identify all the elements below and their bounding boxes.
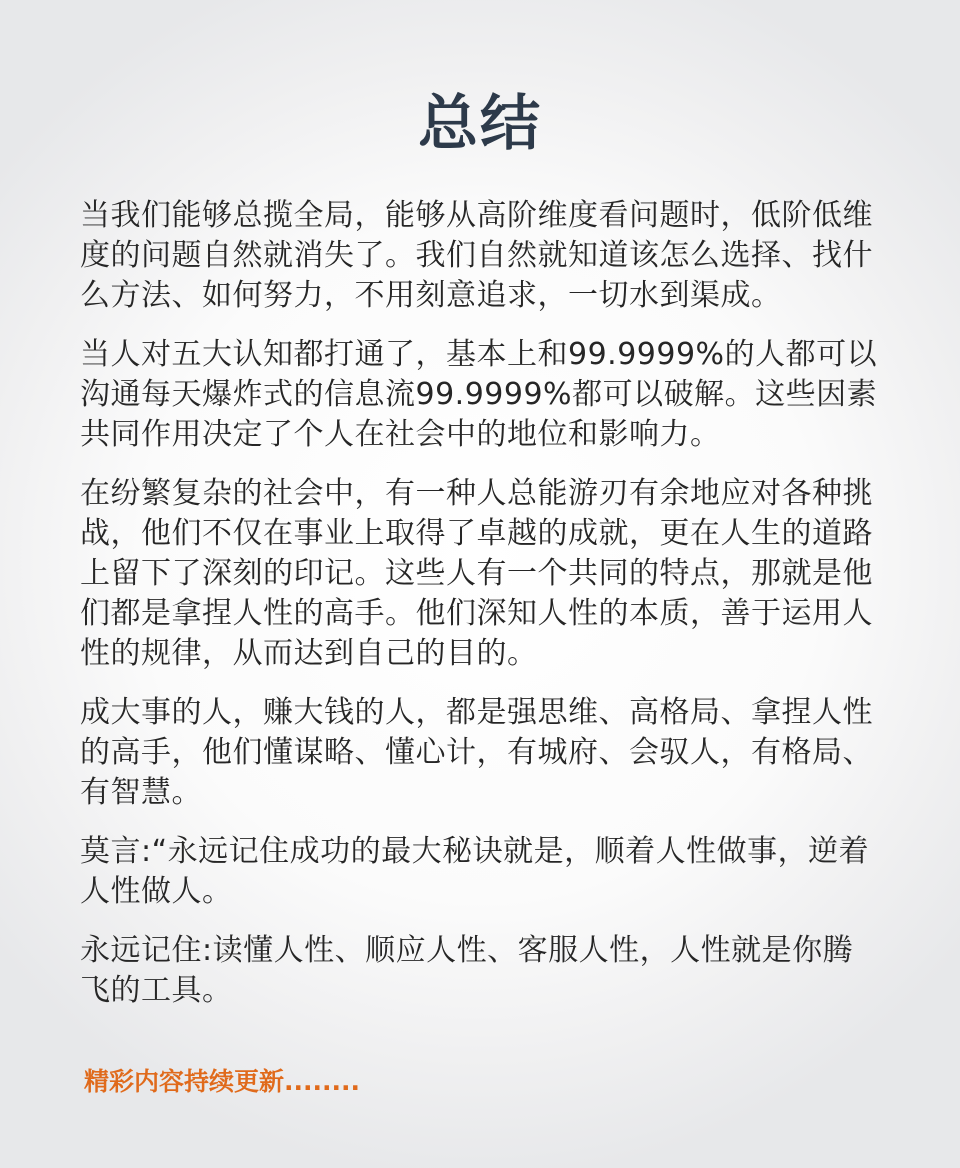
paragraph-3: 在纷繁复杂的社会中，有一种人总能游刃有余地应对各种挑战，他们不仅在事业上取得了卓越的成就，更在人生的道路上留下了深刻的印记。这些人有一个共同的特点，那就是他们都是拿捏人性的高手。他们深知人性的本质，善于运用人性的规律，从而达到自己的目的。 (80, 476, 873, 671)
page-title: 总结 (418, 89, 542, 159)
paragraph-5: 莫言:“永远记住成功的最大秘诀就是，顺着人性做事，逆着人性做人。 (80, 834, 870, 909)
article-body (80, 196, 880, 1030)
paragraph-6: 永远记住:读懂人性、顺应人性、客服人性，人性就是你腾飞的工具。 (80, 933, 854, 1008)
paragraph-4: 成大事的人，赚大钱的人，都是强思维、高格局、拿捏人性的高手，他们懂谋略、懂心计，有城府、会驭人，有格局、有智慧。 (80, 695, 873, 810)
update-notice: 精彩内容持续更新........ (84, 1067, 360, 1096)
paragraph-2: 当人对五大认知都打通了，基本上和99.9999%的人都可以沟通每天爆炸式的信息流99.9999%都可以破解。这些因素共同作用决定了个人在社会中的地位和影响力。 (80, 337, 878, 452)
paragraph-1: 当我们能够总揽全局，能够从高阶维度看问题时，低阶低维度的问题自然就消失了。我们自然就知道该怎么选择、找什么方法、如何努力，不用刻意追求，一切水到渠成。 (80, 198, 873, 313)
